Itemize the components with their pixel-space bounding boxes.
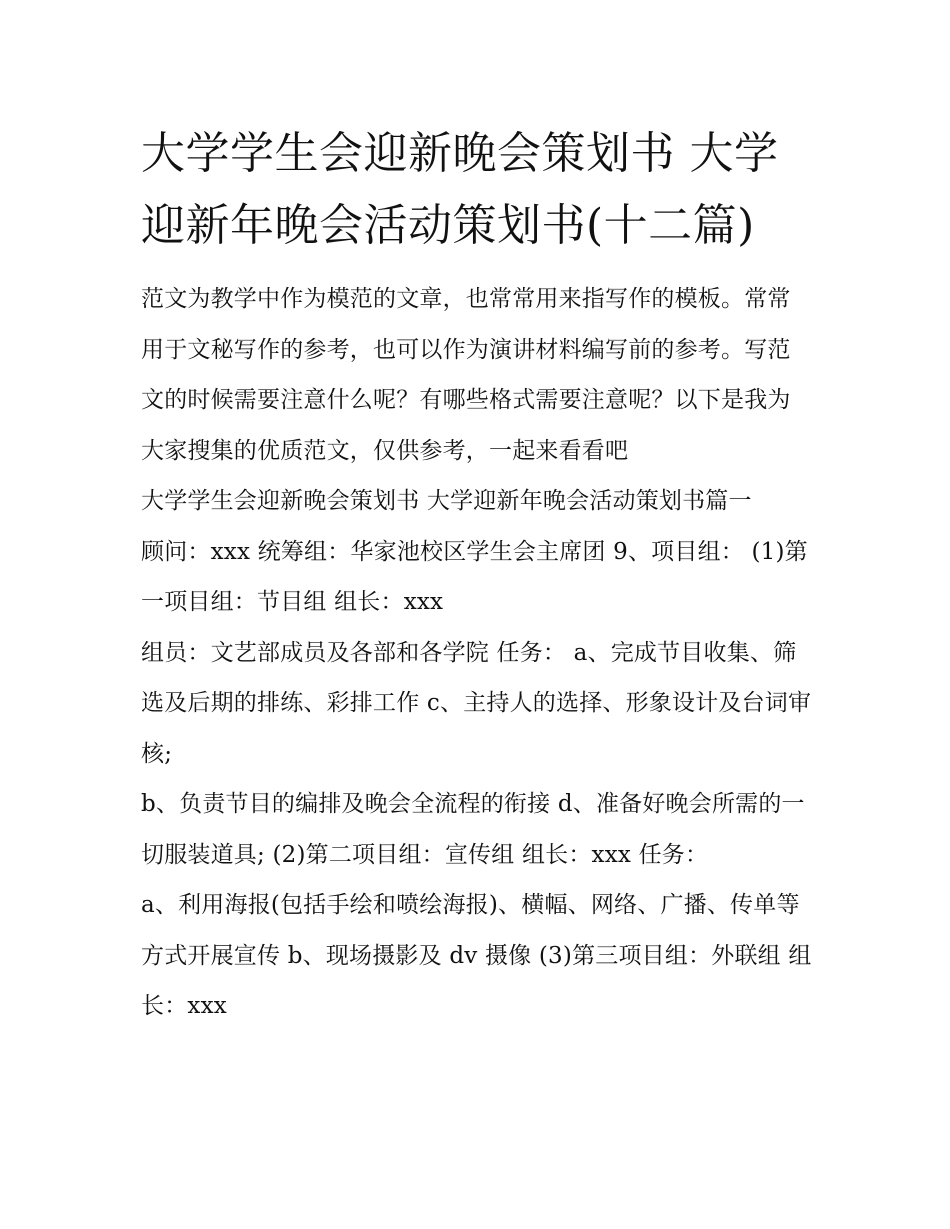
paragraph-members-tasks: 组员：文艺部成员及各部和各学院 任务： a、完成节目收集、筛选及后期的排练、彩排工作 c、主持人的选择、形象设计及台词审核; <box>141 639 812 767</box>
section-heading: 大学学生会迎新晚会策划书 大学迎新年晚会活动策划书篇一 <box>141 488 752 514</box>
paragraph-program-duties: b、负责节目的编排及晚会全流程的衔接 d、准备好晚会所需的一切服装道具; (2)第二项目组：宣传组 组长：xxx 任务： <box>141 791 805 868</box>
intro-paragraph: 范文为教学中作为模范的文章，也常常用来指写作的模板。常常用于文秘写作的参考，也可以作为演讲材料编写前的参考。写范文的时候需要注意什么呢？有哪些格式需要注意呢？以下是我为大家搜集的优质范文，仅供参考，一起来看看吧 <box>141 286 791 464</box>
paragraph-organization: 顾问：xxx 统筹组：华家池校区学生会主席团 9、项目组： (1)第一项目组：节目组 组长：xxx <box>141 538 808 615</box>
paragraph-publicity: a、利用海报(包括手绘和喷绘海报)、横幅、网络、广播、传单等方式开展宣传 b、现场摄影及 dv 摄像 (3)第三项目组：外联组 组长：xxx <box>141 892 812 1019</box>
document-title: 大学学生会迎新晚会策划书 大学迎新年晚会活动策划书(十二篇) <box>141 128 779 251</box>
document-body <box>141 118 813 1032</box>
